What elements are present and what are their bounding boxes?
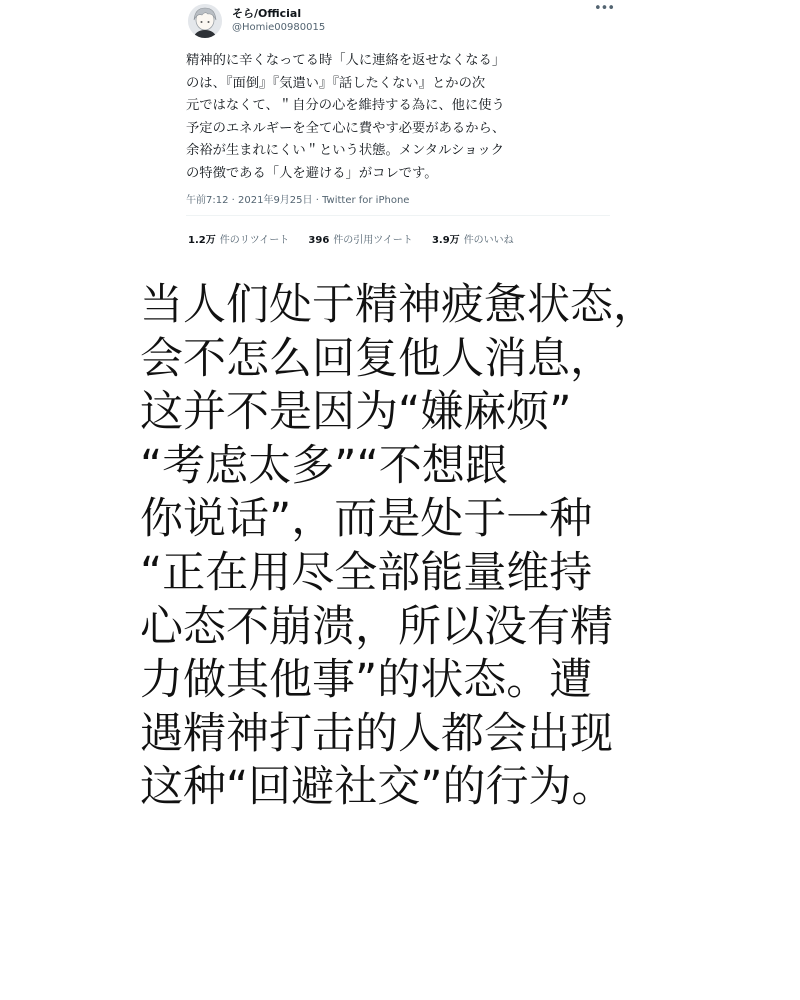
- caption-line: 会不怎么回复他人消息，: [140, 333, 613, 384]
- quote-tweet-count-label: 件の引用ツイート: [333, 235, 413, 246]
- retweet-count-value: 1.2万: [188, 235, 216, 246]
- caption-line: “考虑太多”“不想跟: [140, 440, 508, 491]
- like-count-label: 件のいいね: [463, 235, 514, 246]
- translation-caption: [140, 279, 780, 815]
- tweet-text-line: 余裕が生まれにくい＂という状態。メンタルショック: [186, 143, 504, 158]
- quote-tweet-count[interactable]: [308, 235, 412, 246]
- caption-line: 当人们处于精神疲惫状态，: [140, 280, 656, 330]
- quote-tweet-count-value: 396: [308, 235, 330, 246]
- more-options-icon[interactable]: •••: [594, 1, 615, 16]
- caption-line: 这并不是因为“嫌麻烦”: [140, 387, 572, 438]
- tweet-timestamp[interactable]: 午前7:12 · 2021年9月25日 · Twitter for iPhone: [186, 195, 410, 206]
- retweet-count-label: 件のリツイート: [219, 235, 290, 246]
- caption-line: 你说话”，而是处于一种: [140, 494, 593, 545]
- tweet-text-line: の特徴である「人を避ける」がコレです。: [186, 165, 438, 181]
- tweet-stats: [188, 231, 530, 246]
- caption-line: “正在用尽全部能量维持: [140, 547, 593, 598]
- caption-line: 这种“回避社交”的行为。: [140, 762, 615, 813]
- divider: [186, 215, 610, 216]
- caption-line: 遇精神打击的人都会出现: [140, 708, 613, 759]
- tweet-text-line: 予定のエネルギーを全て心に費やす必要があるから、: [186, 120, 506, 136]
- tweet-card: [176, 0, 618, 262]
- like-count-value: 3.9万: [431, 235, 460, 246]
- avatar-illustration: [188, 4, 222, 38]
- retweet-count[interactable]: [188, 235, 289, 246]
- tweet-text: [186, 50, 616, 185]
- user-handle[interactable]: @Homie00980015: [232, 22, 326, 33]
- tweet-text-line: 精神的に辛くなってる時「人に連絡を返せなくなる」: [186, 53, 506, 68]
- caption-line: 力做其他事”的状态。遭: [140, 655, 593, 706]
- display-name[interactable]: そら/Official: [232, 7, 302, 20]
- avatar[interactable]: [188, 4, 222, 38]
- tweet-text-line: のは、『面倒』『気遣い』『話したくない』とかの次: [186, 75, 486, 91]
- tweet-text-line: 元ではなくて、＂自分の心を維持する為に、他に使う: [186, 98, 505, 113]
- caption-line: 心态不崩溃，所以没有精: [140, 601, 613, 652]
- like-count[interactable]: [432, 235, 514, 246]
